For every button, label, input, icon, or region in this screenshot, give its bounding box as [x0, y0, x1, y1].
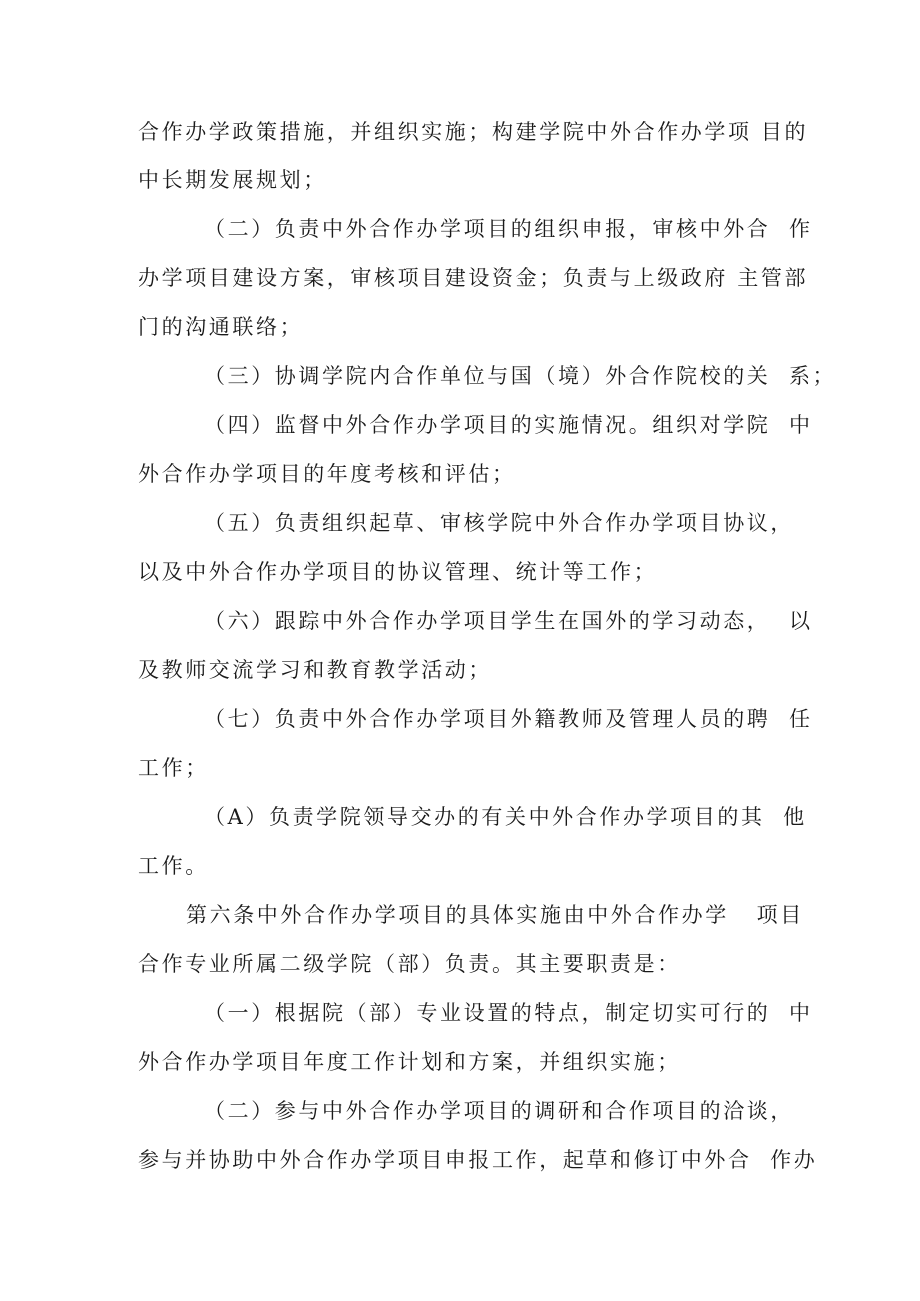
text-line: 合作办学政策措施，并组织实施；构建学院中外合作办学项 目的 — [138, 120, 809, 144]
text-line: 办学项目建设方案，审核项目建设资金；负责与上级政府 主管部 — [138, 266, 809, 290]
text-line: （一）根据院（部）专业设置的特点，制定切实可行的 中 — [204, 1001, 813, 1025]
text-line: （A）负责学院领导交办的有关中外合作办学项目的其 他 — [204, 805, 807, 829]
text-line: 以及中外合作办学项目的协议管理、统计等工作； — [138, 560, 658, 584]
text-line: 外合作办学项目年度工作计划和方案，并组织实施； — [138, 1050, 681, 1074]
text-line: 合作专业所属二级学院（部）负责。其主要职责是： — [138, 952, 681, 976]
text-line: 第六条中外合作办学项目的具体实施由中外合作办学 项目 — [186, 903, 804, 927]
text-line: （三）协调学院内合作单位与国（境）外合作院校的关 系； — [204, 364, 837, 388]
text-line: （二）负责中外合作办学项目的组织申报，审核中外合 作 — [204, 217, 813, 241]
text-line: （四）监督中外合作办学项目的实施情况。组织对学院 中 — [204, 413, 813, 437]
text-line: （七）负责中外合作办学项目外籍教师及管理人员的聘 任 — [204, 707, 813, 731]
text-line: （六）跟踪中外合作办学项目学生在国外的学习动态， 以 — [204, 609, 813, 633]
text-line: 外合作办学项目的年度考核和评估； — [138, 462, 516, 486]
text-line: （五）负责组织起草、审核学院中外合作办学项目协议， — [204, 511, 794, 535]
text-line: （二）参与中外合作办学项目的调研和合作项目的洽谈， — [204, 1099, 794, 1123]
text-line: 门的沟通联络； — [138, 315, 304, 339]
text-line: 及教师交流学习和教育教学活动； — [138, 658, 492, 682]
text-line: 工作； — [138, 756, 209, 780]
text-line: 中长期发展规划； — [138, 168, 327, 192]
text-line: 参与并协助中外合作办学项目申报工作，起草和修订中外合 作办 — [138, 1148, 818, 1172]
text-line: 工作。 — [138, 854, 209, 878]
